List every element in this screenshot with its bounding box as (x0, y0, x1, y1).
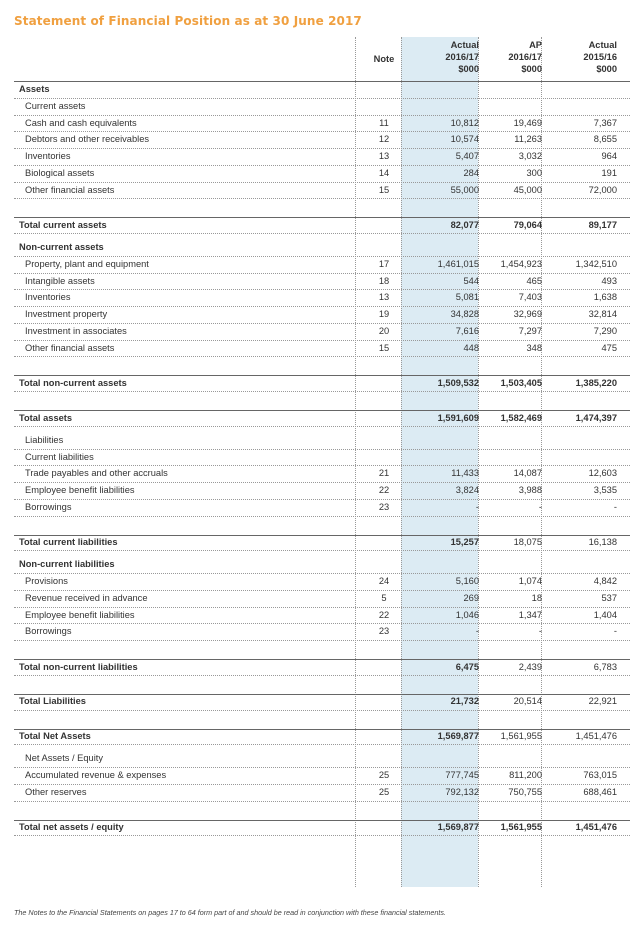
row-label: Investment in associates (25, 325, 127, 336)
table-row (14, 450, 630, 467)
actual-2016-17-value: 1,591,609 (437, 412, 479, 423)
table-row (14, 307, 630, 324)
row-label: Total Net Assets (19, 731, 91, 742)
note-ref: 23 (378, 626, 390, 637)
ap-2016-17-value: 300 (526, 167, 542, 178)
total-row (14, 410, 630, 427)
note-ref: 14 (378, 167, 390, 178)
total-row (14, 659, 630, 676)
actual-2015-16-value: 16,138 (588, 537, 617, 548)
note-ref: 17 (378, 258, 390, 269)
table-row (14, 166, 630, 183)
row-label: Other financial assets (25, 342, 115, 353)
actual-2015-16-value: 3,535 (593, 485, 617, 496)
note-ref: 15 (378, 184, 390, 195)
header-line: Actual (450, 40, 479, 50)
table-row (14, 116, 630, 133)
actual-2015-16-value: 191 (601, 167, 617, 178)
actual-2016-17-value: 1,461,015 (437, 258, 479, 269)
note-ref: 25 (378, 770, 390, 781)
note-ref: 13 (378, 292, 390, 303)
ap-2016-17-value: 32,969 (513, 309, 542, 320)
row-label: Net Assets / Equity (25, 753, 104, 764)
table-row (14, 290, 630, 307)
row-label: Inventories (25, 151, 71, 162)
row-label: Liabilities (25, 434, 64, 445)
ap-2016-17-value: 7,297 (518, 325, 542, 336)
ap-2016-17-value: 1,503,405 (500, 377, 542, 388)
note-ref: 11 (379, 117, 389, 128)
total-row (14, 217, 630, 234)
row-label: Current assets (25, 100, 86, 111)
actual-2015-16-value: 1,342,510 (575, 258, 617, 269)
table-row (14, 132, 630, 149)
row-label: Debtors and other receivables (25, 134, 150, 145)
ap-2016-17-value: 14,087 (513, 468, 542, 479)
actual-2015-16-value: 8,655 (593, 134, 617, 145)
actual-2016-17-value: 792,132 (445, 786, 479, 797)
row-label: Employee benefit liabilities (25, 485, 135, 496)
actual-2016-17-value: 21,732 (450, 696, 479, 707)
table-row (14, 466, 630, 483)
footnote: The Notes to the Financial Statements on pages 17 to 64 form part of and should be read in conjunction with these financial statements. (14, 908, 446, 917)
ap-2016-17-value: 7,403 (518, 292, 542, 303)
total-row (14, 820, 630, 837)
table-row (14, 99, 630, 116)
actual-2016-17-value: - (475, 501, 479, 512)
row-label: Total non-current liabilities (19, 661, 138, 672)
ap-2016-17-value: 1,561,955 (500, 822, 542, 833)
actual-2015-16-value: 493 (601, 275, 617, 286)
note-ref: 19 (378, 309, 390, 320)
row-label: Employee benefit liabilities (25, 609, 135, 620)
table-row (14, 608, 630, 625)
actual-2015-16-value: 475 (601, 342, 617, 353)
actual-2016-17-value: 448 (463, 342, 479, 353)
actual-2015-16-value: 964 (601, 151, 617, 162)
row-label: Total Liabilities (19, 696, 86, 707)
actual-2016-17-value: 1,509,532 (437, 377, 479, 388)
table-row (14, 324, 630, 341)
header-line: AP (529, 40, 542, 50)
row-label: Borrowings (25, 626, 72, 637)
table-row (14, 341, 630, 358)
actual-2016-17-value: 10,812 (450, 117, 479, 128)
total-row (14, 535, 630, 552)
header-line: Actual (588, 40, 617, 50)
table-row (14, 624, 630, 641)
row-label: Total current liabilities (19, 537, 118, 548)
actual-2015-16-value: 1,451,476 (575, 822, 617, 833)
row-label: Total current assets (19, 219, 107, 230)
table-row (14, 257, 630, 274)
note-ref: 20 (378, 325, 390, 336)
actual-2015-16-value: 72,000 (588, 184, 617, 195)
row-label: Assets (19, 84, 50, 95)
actual-2015-16-value: 1,451,476 (575, 731, 617, 742)
actual-2015-16-value: 1,474,397 (575, 412, 617, 423)
actual-2015-16-value: 7,290 (593, 325, 617, 336)
actual-2016-17-value: 284 (463, 167, 479, 178)
actual-2015-16-value: 7,367 (593, 117, 617, 128)
actual-2015-16-value: 32,814 (588, 309, 617, 320)
note-ref: 15 (378, 342, 390, 353)
actual-2016-17-value: 5,407 (455, 151, 479, 162)
actual-2016-17-value: 777,745 (445, 770, 479, 781)
total-row (14, 729, 630, 746)
actual-2016-17-value: 544 (463, 275, 479, 286)
actual-2015-16-value: 22,921 (588, 696, 617, 707)
actual-2015-16-value: 1,638 (593, 292, 617, 303)
note-ref: 18 (378, 275, 390, 286)
total-row (14, 694, 630, 711)
ap-2016-17-value: 2,439 (518, 661, 542, 672)
note-column-header: Note (373, 54, 395, 64)
table-row (14, 768, 630, 785)
table-row (14, 483, 630, 500)
row-label: Inventories (25, 292, 71, 303)
actual-2015-16-value: 12,603 (588, 468, 617, 479)
note-ref: 12 (378, 134, 390, 145)
ap-2016-17-value: 45,000 (513, 184, 542, 195)
total-row (14, 375, 630, 392)
actual-2015-16-value: 1,404 (593, 609, 617, 620)
actual-2015-16-value: 6,783 (593, 661, 617, 672)
actual-2015-16-value: - (613, 501, 617, 512)
note-ref: 22 (378, 609, 390, 620)
note-ref: 21 (378, 468, 390, 479)
actual-2015-16-value: 89,177 (588, 219, 617, 230)
row-label: Property, plant and equipment (25, 258, 149, 269)
row-label: Non-current assets (19, 242, 104, 253)
header-line: $000 (458, 64, 479, 74)
actual-2015-16-value: 4,842 (593, 576, 617, 587)
actual-2015-16-value: 688,461 (583, 786, 617, 797)
row-label: Total assets (19, 412, 73, 423)
actual-2015-16-column-header (542, 37, 617, 81)
ap-2016-17-value: 750,755 (508, 786, 542, 797)
statement-title: Statement of Financial Position as at 30 June 2017 (14, 14, 362, 28)
actual-2016-17-value: 5,081 (455, 292, 479, 303)
table-row (14, 500, 630, 517)
table-row (14, 183, 630, 200)
actual-2016-17-value: 1,046 (455, 609, 479, 620)
ap-2016-17-value: 1,347 (518, 609, 542, 620)
row-label: Non-current liabilities (19, 559, 115, 570)
table-row (14, 82, 630, 99)
actual-2016-17-value: 269 (463, 592, 479, 603)
table-row (14, 785, 630, 802)
row-label: Provisions (25, 576, 68, 587)
header-line: $000 (521, 64, 542, 74)
row-label: Total net assets / equity (19, 822, 124, 833)
actual-2016-17-value: 82,077 (450, 219, 479, 230)
actual-2016-17-value: 1,569,877 (437, 822, 479, 833)
row-label: Other reserves (25, 786, 87, 797)
actual-2016-17-value: 1,569,877 (437, 731, 479, 742)
ap-2016-17-value: 79,064 (513, 219, 542, 230)
row-label: Current liabilities (25, 451, 94, 462)
actual-2015-16-value: 1,385,220 (575, 377, 617, 388)
note-ref: 23 (378, 501, 390, 512)
header-line: 2015/16 (583, 52, 617, 62)
ap-2016-17-value: 811,200 (509, 770, 542, 781)
ap-2016-17-value: - (538, 501, 542, 512)
ap-2016-17-value: 3,032 (518, 151, 542, 162)
table-row (14, 751, 630, 768)
row-label: Cash and cash equivalents (25, 117, 137, 128)
ap-2016-17-value: 1,582,469 (500, 412, 542, 423)
actual-2016-17-value: 15,257 (450, 537, 479, 548)
row-label: Total non-current assets (19, 377, 127, 388)
row-label: Accumulated revenue & expenses (25, 770, 167, 781)
ap-2016-17-value: 1,074 (518, 576, 542, 587)
actual-2016-17-column-header (401, 37, 479, 81)
actual-2016-17-value: 34,828 (450, 309, 479, 320)
row-label: Intangible assets (25, 275, 95, 286)
table-row (14, 433, 630, 450)
table-row (14, 574, 630, 591)
actual-2015-16-value: 763,015 (583, 770, 617, 781)
actual-2016-17-value: 11,433 (451, 468, 479, 479)
actual-2016-17-value: 10,574 (450, 134, 479, 145)
ap-2016-17-value: 465 (526, 275, 542, 286)
actual-2016-17-value: 6,475 (455, 661, 479, 672)
actual-2016-17-value: 3,824 (455, 485, 479, 496)
row-label: Borrowings (25, 501, 72, 512)
row-label: Revenue received in advance (25, 592, 148, 603)
note-ref: 5 (381, 592, 387, 603)
actual-2016-17-value: 7,616 (455, 325, 479, 336)
actual-2015-16-value: 537 (601, 592, 617, 603)
ap-2016-17-value: 1,561,955 (500, 731, 542, 742)
header-line: $000 (596, 64, 617, 74)
ap-2016-17-value: 11,263 (514, 134, 542, 145)
actual-2016-17-value: - (475, 626, 479, 637)
ap-2016-17-column-header (479, 37, 542, 81)
actual-2016-17-value: 5,160 (455, 576, 479, 587)
ap-2016-17-value: 20,514 (513, 696, 542, 707)
note-ref: 13 (378, 151, 390, 162)
row-label: Trade payables and other accruals (25, 468, 168, 479)
table-header-row (14, 37, 630, 82)
ap-2016-17-value: - (538, 626, 542, 637)
note-ref: 24 (378, 576, 390, 587)
ap-2016-17-value: 348 (526, 342, 542, 353)
row-label: Biological assets (25, 167, 95, 178)
ap-2016-17-value: 19,469 (513, 117, 542, 128)
ap-2016-17-value: 18 (531, 592, 542, 603)
note-ref: 25 (378, 786, 390, 797)
note-ref: 22 (378, 485, 390, 496)
actual-2015-16-value: - (613, 626, 617, 637)
header-line: 2016/17 (445, 52, 479, 62)
table-row (14, 149, 630, 166)
ap-2016-17-value: 18,075 (513, 537, 542, 548)
ap-2016-17-value: 3,988 (518, 485, 542, 496)
table-row (14, 274, 630, 291)
table-row (14, 557, 630, 574)
header-line: 2016/17 (508, 52, 542, 62)
table-row (14, 591, 630, 608)
table-row (14, 240, 630, 257)
row-label: Other financial assets (25, 184, 115, 195)
ap-2016-17-value: 1,454,923 (500, 258, 542, 269)
actual-2016-17-value: 55,000 (450, 184, 479, 195)
row-label: Investment property (25, 309, 108, 320)
